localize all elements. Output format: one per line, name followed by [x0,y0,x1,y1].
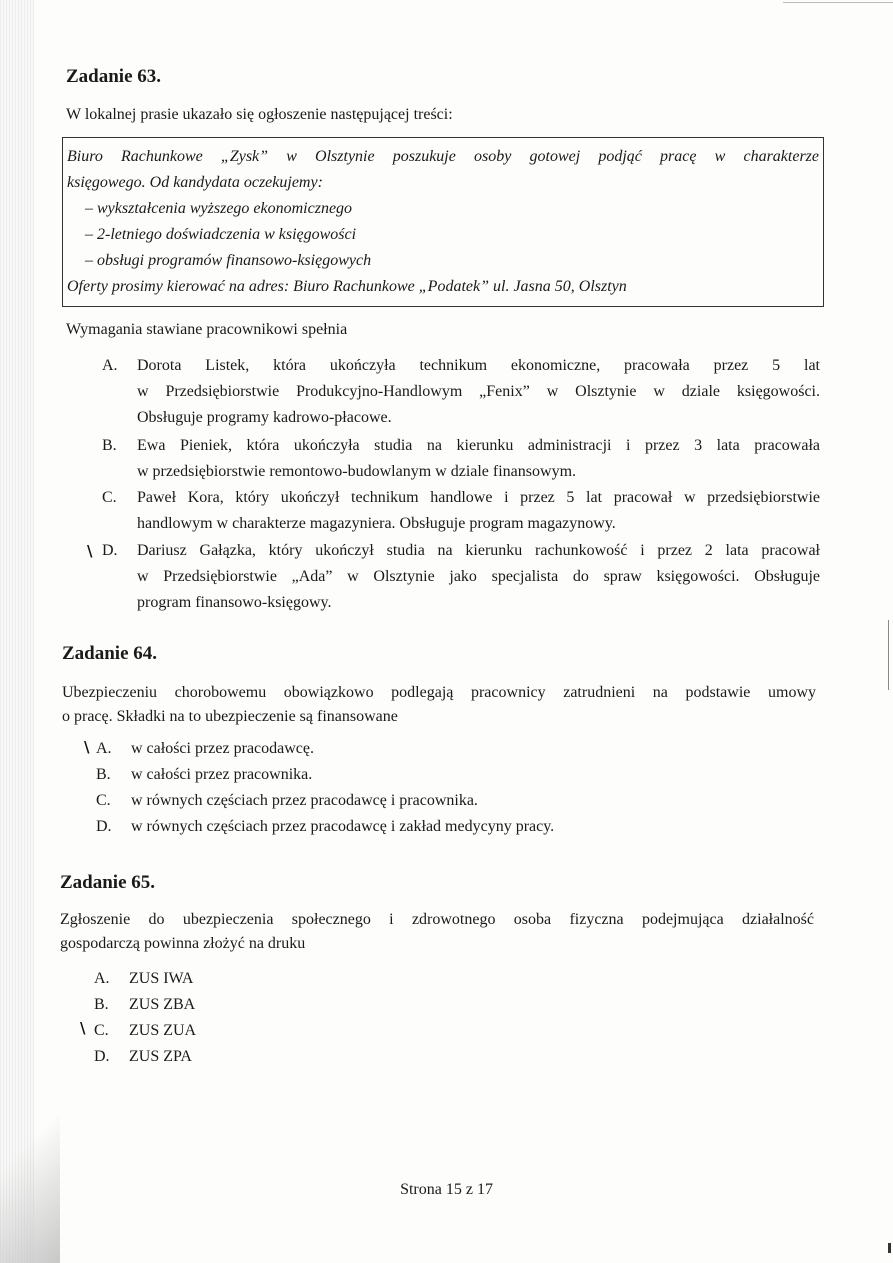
option-letter: D. [96,818,112,835]
task-63-option-b[interactable] [102,433,820,485]
page-number: Strona 15 z 17 [400,1181,493,1198]
task-65-question-line: gospodarczą powinna złożyć na druku [60,935,306,952]
option-letter: A. [96,740,112,757]
option-text-line: program finansowo-księgowy. [137,594,332,611]
answer-check-mark: \ [80,1019,86,1037]
option-text-line: w przedsiębiorstwie remontowo-budowlanym w dziale finansowym. [137,463,577,480]
option-text: w równych częściach przez pracodawcę i zakład medycyny pracy. [131,818,555,835]
option-text-line: Ewa Pieniek, która ukończyła studia na kierunku administracji i przez 3 lata pracowała [137,437,820,454]
option-letter: A. [94,970,110,987]
task-64-heading: Zadanie 64. [62,643,158,664]
task-65-heading: Zadanie 65. [60,872,156,893]
task-65-option-d[interactable] [94,1044,294,1070]
ad-line-1: Biuro Rachunkowe „Zysk” w Olsztynie poszukuje osoby gotowej podjąć pracę w charakterze [67,148,819,165]
option-text: w całości przez pracownika. [131,766,313,783]
option-letter: B. [96,766,111,783]
task-64-option-b[interactable] [96,762,696,788]
task-63-option-c[interactable] [102,485,820,537]
option-text-line: Obsługuje programy kadrowo-płacowe. [137,409,392,426]
option-letter: D. [94,1048,110,1065]
scan-right-dot [888,1243,891,1253]
option-text-line: w Przedsiębiorstwie „Ada” w Olsztynie jako specjalista do spraw księgowości. Obsługuje [137,568,820,585]
option-letter: D. [102,542,118,559]
task-63-option-a[interactable] [102,353,820,431]
option-text: w całości przez pracodawcę. [131,740,314,757]
task-64-option-c[interactable] [96,788,696,814]
option-letter: B. [94,996,109,1013]
task-65-option-a[interactable] [94,966,294,992]
scan-right-mark [888,620,889,690]
task-63-question: Wymagania stawiane pracownikowi spełnia [66,321,348,338]
task-64-option-a[interactable] [96,736,696,762]
option-text: ZUS ZBA [129,996,196,1013]
task-64-option-d[interactable] [96,814,696,840]
answer-check-mark: \ [87,542,93,560]
task-63-intro: W lokalnej prasie ukazało się ogłoszenie następującej treści: [66,106,453,123]
ad-bullet: – wykształcenia wyższego ekonomicznego [85,200,353,217]
option-text-line: w Przedsiębiorstwie Produkcyjno-Handlowym „Fenix” w Olsztynie w dziale księgowości. [137,383,820,400]
option-text: ZUS IWA [129,970,194,987]
ad-bullet: – obsługi programów finansowo-księgowych [85,252,372,269]
option-letter: A. [102,357,118,374]
task-65-option-b[interactable] [94,992,294,1018]
ad-line-2: księgowego. Od kandydata oczekujemy: [67,174,323,191]
option-text: ZUS ZUA [129,1022,197,1039]
task-64-question-line: Ubezpieczeniu chorobowemu obowiązkowo podlegają pracownicy zatrudnieni na podstawie umowy [62,684,816,701]
option-text-line: Dariusz Gałązka, który ukończył studia na kierunku rachunkowość i przez 2 lata pracował [137,542,820,559]
task-63-option-d[interactable] [102,538,820,616]
ad-line-last: Oferty prosimy kierować na adres: Biuro Rachunkowe „Podatek” ul. Jasna 50, Olsztyn [67,278,627,295]
task-65-option-c[interactable] [94,1018,294,1044]
task-64-question-line: o pracę. Składki na to ubezpieczenie są finansowane [62,708,398,725]
scan-top-rule [783,2,893,3]
option-text-line: handlowym w charakterze magazyniera. Obsługuje program magazynowy. [137,515,616,532]
option-text: w równych częściach przez pracodawcę i pracownika. [131,792,478,809]
task-65-question-line: Zgłoszenie do ubezpieczenia społecznego i zdrowotnego osoba fizyczna podejmująca działalność [60,911,814,928]
task-63-heading: Zadanie 63. [66,66,162,87]
option-letter: C. [94,1022,109,1039]
option-letter: B. [102,437,117,454]
option-text: ZUS ZPA [129,1048,192,1065]
option-letter: C. [102,489,117,506]
option-text-line: Dorota Listek, która ukończyła technikum ekonomiczne, pracowała przez 5 lat [137,357,820,374]
advertisement-box [62,137,824,307]
answer-check-mark: \ [84,738,90,756]
ad-bullet: – 2-letniego doświadczenia w księgowości [85,226,357,243]
option-text-line: Paweł Kora, który ukończył technikum handlowe i przez 5 lat pracował w przedsiębiorstwie [137,489,820,506]
option-letter: C. [96,792,111,809]
scan-edge-shadow [0,0,34,1263]
